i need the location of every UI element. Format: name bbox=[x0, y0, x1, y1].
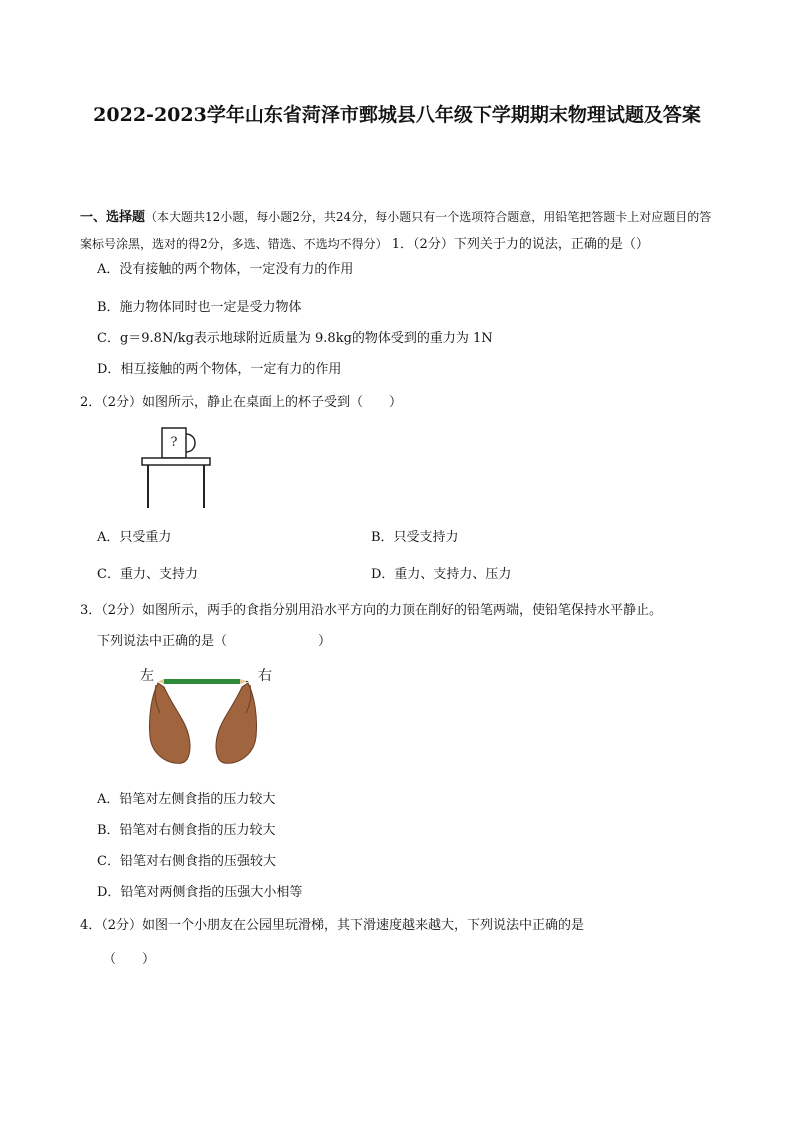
q4-stem: 4．（2分）如图一个小朋友在公园里玩滑梯，其下滑速度越来越大，下列说法中正确的是 bbox=[80, 918, 585, 933]
q2-stem: 2．（2分）如图所示，静止在桌面上的杯子受到（ ） bbox=[80, 395, 403, 410]
q3-figure-pencil-hands bbox=[142, 675, 282, 767]
q1-option-d: D．相互接触的两个物体，一定有力的作用 bbox=[97, 362, 342, 377]
section-heading: 一、选择题 bbox=[80, 210, 146, 225]
q2-option-c: C．重力、支持力 bbox=[97, 567, 198, 582]
q2-option-d: D．重力、支持力、压力 bbox=[371, 567, 512, 582]
q1-option-c: C．g＝9.8N/kg表示地球附近质量为 9.8kg的物体受到的重力为 1N bbox=[97, 331, 493, 346]
q3-stem-line2: 下列说法中正确的是（ ） bbox=[97, 634, 332, 649]
q3-label-left: 左 bbox=[140, 668, 154, 684]
q1-stem: 1．（2分）下列关于力的说法，正确的是（） bbox=[391, 237, 649, 252]
q3-option-c: C．铅笔对右侧食指的压强较大 bbox=[97, 854, 276, 869]
q3-option-a: A．铅笔对左侧食指的压力较大 bbox=[97, 792, 276, 807]
q1-option-b: B．施力物体同时也一定是受力物体 bbox=[97, 300, 302, 315]
q1-option-a: A．没有接触的两个物体，一定没有力的作用 bbox=[97, 262, 354, 277]
q3-stem-line1: 3．（2分）如图所示，两手的食指分别用沿水平方向的力顶在削好的铅笔两端，使铅笔保持水平静止。 bbox=[80, 603, 663, 618]
section-rules: （本大题共12小题，每小题2分，共24分，每小题只有一个选项符合题意，用铅笔把答题卡上对应题目的答案标号涂黑，选对的得2分，多选、错选、不选均不得分） bbox=[80, 210, 712, 251]
q3-option-d: D．铅笔对两侧食指的压强大小相等 bbox=[97, 885, 303, 900]
q2-figure-cup-on-table bbox=[138, 424, 218, 514]
q4-answer-blank: （ ） bbox=[103, 952, 156, 967]
page-title: 2022-2023学年山东省菏泽市鄄城县八年级下学期期末物理试题及答案 bbox=[93, 104, 701, 126]
q2-option-b: B．只受支持力 bbox=[371, 530, 459, 545]
q3-label-right: 右 bbox=[258, 668, 272, 684]
q2-figure-mark: ? bbox=[170, 435, 178, 450]
q2-option-a: A．只受重力 bbox=[97, 530, 172, 545]
section-intro bbox=[80, 204, 720, 258]
q3-option-b: B．铅笔对右侧食指的压力较大 bbox=[97, 823, 276, 838]
